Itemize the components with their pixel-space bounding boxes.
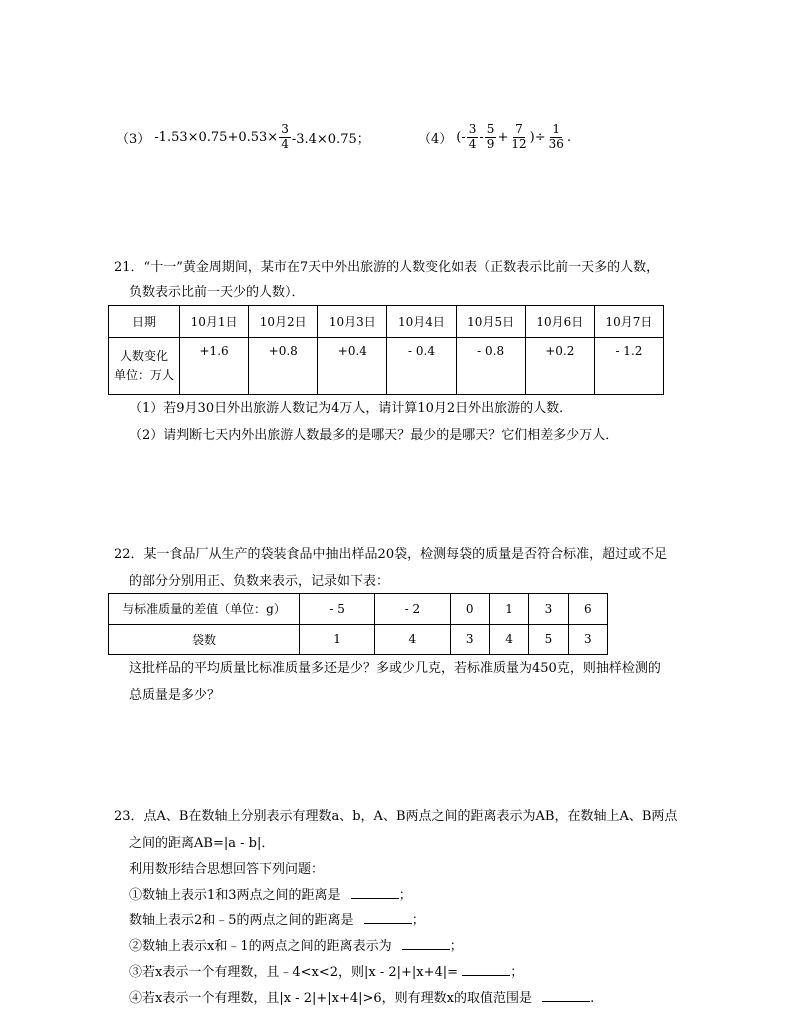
fraction-7-12: $\frac{7}{12}$ — [511, 122, 527, 151]
part3-expr-a: -1.53×0.75+0.53× — [154, 129, 279, 145]
q21-change-cell: - 0.8 — [456, 338, 525, 395]
q21-sub2: （2）请判断七天内外出旅游人数最多的是哪天？最少的是哪天？它们相差多少万人． — [129, 428, 619, 443]
q21-date-cell: 10月3日 — [318, 306, 387, 338]
q22-diff-cell: - 5 — [300, 594, 375, 625]
q21-change-cell: +0.4 — [318, 338, 387, 395]
q21-date-cell: 10月1日 — [180, 306, 249, 338]
answer-blank — [462, 975, 510, 976]
q22-diff-cell: 3 — [529, 594, 568, 625]
q22-count-cell: 5 — [529, 624, 568, 655]
q22-count-row — [109, 624, 608, 655]
q21-change-row — [109, 338, 664, 395]
q23-item1: ①数轴上表示1和3两点之间的距离是 ； — [129, 888, 412, 903]
answer-blank — [351, 898, 399, 899]
q21-change-cell: +0.2 — [525, 338, 594, 395]
q22-question-line1: 这批样品的平均质量比标准质量多还是少？多或少几克，若标准质量为450克，则抽样检测的 — [129, 661, 661, 676]
q22-diff-cell: - 2 — [375, 594, 450, 625]
problem-20-part4: （4） (- $\frac{3}{4}$ - $\frac{5}{9}$ + $\frac{7}{12}$ )÷ $\frac{1}{36}$ . — [418, 122, 572, 151]
q22-count-cell: 3 — [450, 624, 489, 655]
problem-20-part3 — [116, 120, 370, 154]
q21-intro-line2: 负数表示比前一天少的人数）． — [129, 285, 305, 300]
q22-question-line2: 总质量是多少？ — [129, 688, 221, 703]
fraction-1-36: $\frac{1}{36}$ — [548, 122, 564, 151]
q22-diff-cell: 0 — [450, 594, 489, 625]
answer-blank — [542, 1001, 590, 1002]
answer-blank — [402, 949, 450, 950]
q21-change-cell: - 0.4 — [387, 338, 456, 395]
q23-intro-line2: 之间的距离AB=|a - b|． — [129, 836, 275, 851]
q21-date-cell: 10月6日 — [525, 306, 594, 338]
q23-item4: ③若x表示一个有理数，且﹣4<x<2，则|x - 2|+|x+4|= ； — [129, 965, 524, 980]
q21-sub1: （1）若9月30日外出旅游人数记为4万人，请计算10月2日外出旅游的人数． — [129, 401, 573, 416]
q21-date-cell: 10月5日 — [456, 306, 525, 338]
q21-change-cell: +1.6 — [180, 338, 249, 395]
q21-intro-line1: 21．“十一”黄金周期间，某市在7天中外出旅游的人数变化如表（正数表示比前一天多的人数， — [114, 260, 660, 275]
part4-label: （4） — [418, 131, 453, 147]
q22-count-cell: 3 — [568, 624, 607, 655]
q22-row1-label: 与标准质量的差值（单位：g） — [109, 594, 300, 625]
fraction-5-9: $\frac{5}{9}$ — [486, 122, 495, 151]
q21-header-label: 日期 — [109, 306, 180, 338]
q22-table — [108, 593, 608, 655]
fraction-3-4: $\frac{3}{4}$ — [468, 122, 477, 151]
q22-intro-line2: 的部分分别用正、负数来表示，记录如下表： — [129, 574, 390, 589]
q22-count-cell: 4 — [375, 624, 450, 655]
q21-date-cell: 10月2日 — [249, 306, 318, 338]
q21-date-cell: 10月4日 — [387, 306, 456, 338]
q23-intro-line1: 23．点A、B在数轴上分别表示有理数a、b，A、B两点之间的距离表示为AB，在数轴上A、B两点 — [114, 809, 678, 824]
q21-change-cell: +0.8 — [249, 338, 318, 395]
q21-row-label: 人数变化 单位：万人 — [109, 338, 180, 395]
q21-date-cell: 10月7日 — [594, 306, 663, 338]
q22-diff-cell: 6 — [568, 594, 607, 625]
q22-count-cell: 4 — [489, 624, 528, 655]
q23-intro-line3: 利用数形结合思想回答下列问题： — [129, 862, 325, 877]
q22-count-cell: 1 — [300, 624, 375, 655]
fraction-3-4: $\frac{3}{4}$ — [281, 122, 289, 151]
q23-item2: 数轴上表示2和﹣5的两点之间的距离是 ； — [129, 913, 425, 928]
q22-row2-label: 袋数 — [109, 624, 300, 655]
part3-expr-b: -3.4×0.75； — [291, 131, 370, 147]
q22-diff-cell: 1 — [489, 594, 528, 625]
q21-table — [108, 305, 664, 395]
q21-date-row — [109, 306, 664, 338]
answer-blank — [364, 923, 412, 924]
q22-intro-line1: 22．某一食品厂从生产的袋装食品中抽出样品20袋，检测每袋的质量是否符合标准，超过或不足 — [114, 547, 668, 562]
q22-diff-row — [109, 594, 608, 625]
q23-item5: ④若x表示一个有理数，且|x - 2|+|x+4|>6，则有理数x的取值范围是 . — [129, 991, 595, 1006]
part3-label: （3） — [116, 131, 151, 147]
q21-change-cell: - 1.2 — [594, 338, 663, 395]
q23-item3: ②数轴上表示x和﹣1的两点之间的距离表示为 ； — [129, 939, 463, 954]
